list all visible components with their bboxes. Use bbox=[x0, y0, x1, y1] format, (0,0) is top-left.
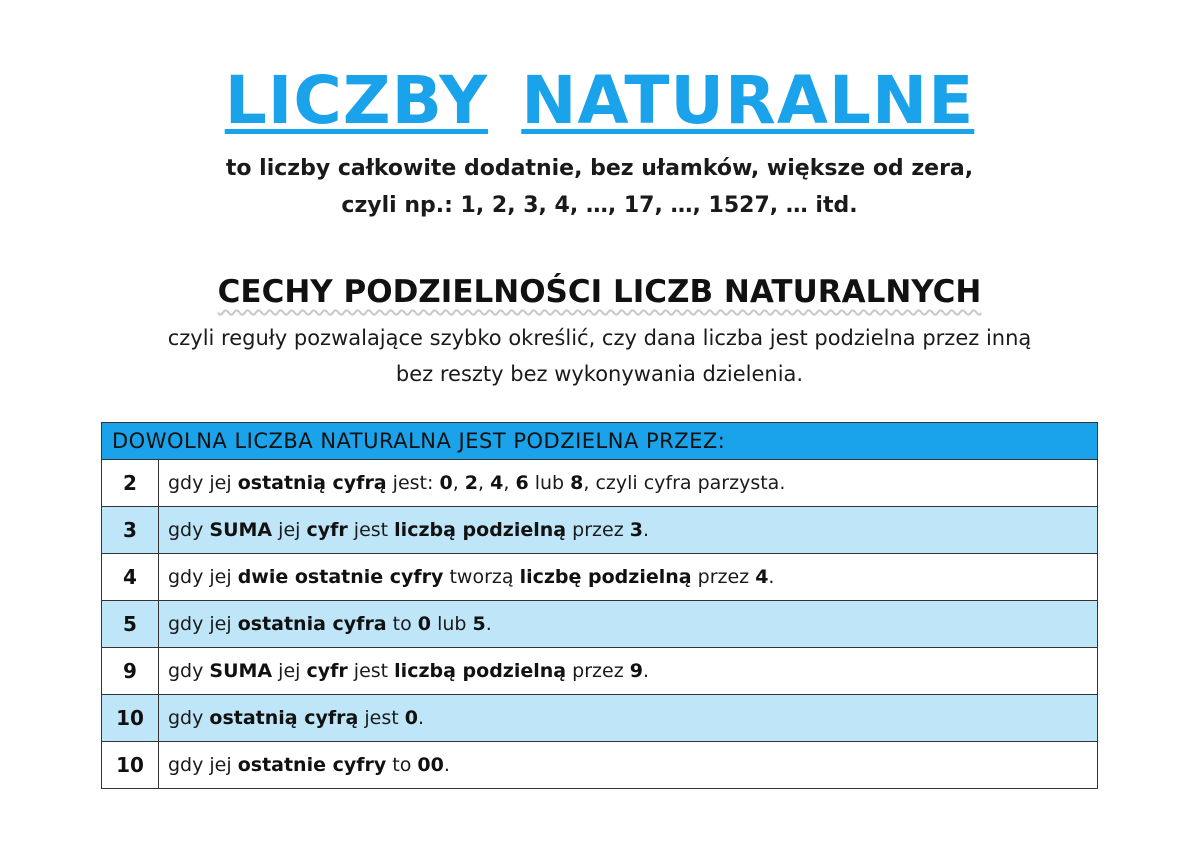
rule-description bbox=[159, 460, 1098, 507]
rule-text: . bbox=[443, 754, 450, 776]
rule-keyword: 2 bbox=[464, 472, 479, 494]
rule-text: jej bbox=[272, 519, 307, 541]
section-heading bbox=[0, 270, 1199, 314]
table-header-row bbox=[102, 423, 1098, 460]
rule-text: , czyli cyfra parzysta. bbox=[583, 472, 786, 494]
rule-keyword: liczbą podzielną bbox=[394, 519, 567, 541]
rule-text: jest: bbox=[386, 472, 440, 494]
rule-text: . bbox=[417, 707, 425, 729]
table-row bbox=[102, 742, 1098, 789]
divisor-number: 4 bbox=[102, 554, 159, 601]
rule-text: , bbox=[478, 472, 491, 494]
divisibility-rules-table bbox=[101, 422, 1098, 789]
rule-text: gdy jej bbox=[168, 472, 238, 494]
table-row bbox=[102, 460, 1098, 507]
rule-text: przez bbox=[566, 660, 630, 682]
rule-description bbox=[159, 554, 1098, 601]
title-word-naturalne: NATURALNE bbox=[521, 62, 975, 139]
table-row bbox=[102, 601, 1098, 648]
divisor-number: 3 bbox=[102, 507, 159, 554]
divisor-number: 10 bbox=[102, 695, 159, 742]
subtitle-line-1: to liczby całkowite dodatnie, bez ułamków, większe od zera, bbox=[225, 156, 974, 181]
rule-text: lub bbox=[528, 472, 571, 494]
rule-description bbox=[159, 695, 1098, 742]
rule-keyword: 00 bbox=[417, 754, 444, 776]
rule-text: gdy bbox=[168, 707, 210, 729]
rule-text: to bbox=[386, 754, 418, 776]
rule-text: jej bbox=[272, 660, 307, 682]
rule-text: , bbox=[452, 472, 465, 494]
rule-text: przez bbox=[566, 519, 630, 541]
rule-keyword: 6 bbox=[515, 472, 529, 494]
rule-text: gdy jej bbox=[168, 613, 238, 635]
rule-text: to bbox=[386, 613, 418, 635]
title-word-liczby: LICZBY bbox=[224, 62, 489, 139]
rule-text: jest bbox=[358, 707, 405, 729]
rule-keyword: 3 bbox=[629, 519, 643, 541]
rule-keyword: ostatnia cyfra bbox=[237, 613, 387, 635]
rule-text: jest bbox=[347, 660, 395, 682]
rule-text: , bbox=[503, 472, 516, 494]
rule-text: gdy bbox=[168, 660, 210, 682]
table-row bbox=[102, 507, 1098, 554]
rule-keyword: ostatnie cyfry bbox=[237, 754, 387, 776]
rule-text: gdy bbox=[168, 519, 210, 541]
rule-text: przez bbox=[691, 566, 756, 588]
rule-keyword: 0 bbox=[439, 472, 453, 494]
rule-keyword: 5 bbox=[472, 613, 486, 635]
rule-text: gdy jej bbox=[168, 754, 238, 776]
rule-keyword: SUMA bbox=[209, 660, 273, 682]
rule-description bbox=[159, 601, 1098, 648]
rule-keyword: liczbą podzielną bbox=[394, 660, 567, 682]
rule-text: lub bbox=[431, 613, 473, 635]
rule-text: . bbox=[768, 566, 775, 588]
rule-text: tworzą bbox=[443, 566, 520, 588]
divisor-number: 9 bbox=[102, 648, 159, 695]
rule-text: . bbox=[642, 519, 650, 541]
rule-keyword: 4 bbox=[490, 472, 504, 494]
divisor-number: 10 bbox=[102, 742, 159, 789]
rule-keyword: 4 bbox=[755, 566, 769, 588]
page-title bbox=[0, 62, 1199, 140]
rule-keyword: 0 bbox=[417, 613, 432, 635]
rule-keyword: ostatnią cyfrą bbox=[209, 707, 359, 729]
table-row bbox=[102, 554, 1098, 601]
rule-keyword: liczbę podzielną bbox=[519, 566, 692, 588]
table-row bbox=[102, 648, 1098, 695]
table-body bbox=[102, 460, 1098, 789]
rule-keyword: ostatnią cyfrą bbox=[237, 472, 387, 494]
table-header: DOWOLNA LICZBA NATURALNA JEST PODZIELNA PRZEZ: bbox=[102, 423, 1098, 460]
description-line-2: bez reszty bez wykonywania dzielenia. bbox=[395, 362, 804, 386]
rule-description bbox=[159, 648, 1098, 695]
subtitle-line-2: czyli np.: 1, 2, 3, 4, …, 17, …, 1527, … itd. bbox=[341, 193, 858, 218]
rule-keyword: cyfr bbox=[306, 660, 348, 682]
rule-description bbox=[159, 507, 1098, 554]
rule-keyword: 9 bbox=[629, 660, 643, 682]
rule-text: . bbox=[485, 613, 492, 635]
rule-keyword: 0 bbox=[404, 707, 418, 729]
rule-keyword: cyfr bbox=[306, 519, 348, 541]
description-line-1: czyli reguły pozwalające szybko określić, czy dana liczba jest podzielna przez inną bbox=[167, 326, 1032, 350]
divisor-number: 2 bbox=[102, 460, 159, 507]
rule-text: gdy jej bbox=[168, 566, 238, 588]
rule-text: jest bbox=[347, 519, 395, 541]
rule-description bbox=[159, 742, 1098, 789]
rule-keyword: dwie ostatnie cyfry bbox=[237, 566, 444, 588]
rule-text: . bbox=[642, 660, 650, 682]
rule-keyword: SUMA bbox=[209, 519, 273, 541]
rule-keyword: 8 bbox=[570, 472, 584, 494]
divisor-number: 5 bbox=[102, 601, 159, 648]
table-row bbox=[102, 695, 1098, 742]
section-heading-text: CECHY PODZIELNOŚCI LICZB NATURALNYCH bbox=[217, 274, 982, 310]
